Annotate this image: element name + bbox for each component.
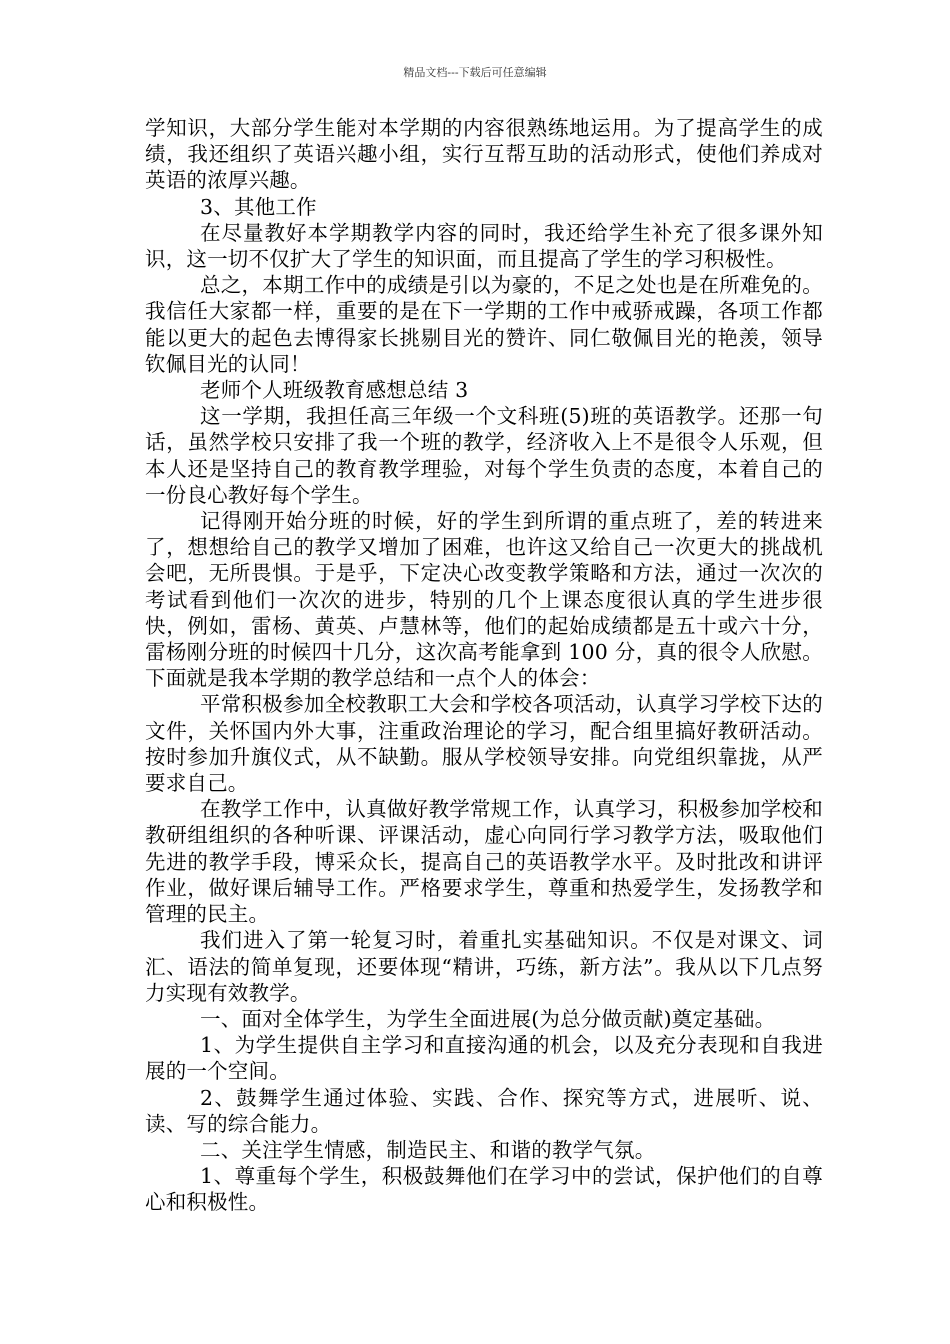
section-heading: 老师个人班级教育感想总结 3 xyxy=(200,378,469,403)
paragraph-8: 平常积极参加全校教职工大会和学校各项活动，认真学习学校下达的文件，关怀国内外大事，注重政治理论的学习，配合组里搞好教研活动。按时参加升旗仪式，从不缺勤。服从学校领导安排。向党组织靠拢，从严要求自己。 xyxy=(145,692,823,796)
paragraph-7: 记得刚开始分班的时候，好的学生到所谓的重点班了，差的转进来了，想想给自己的教学又增加了困难，也许这又给自己一次更大的挑战机会吧，无所畏惧。于是乎，下定决心改变教学策略和方法，通过一次次的考试看到他们一次次的进步，特别的几个上课态度很认真的学生进步很快，例如，雷杨、黄英、卢慧林等，他们的起始成绩都是五十或六十分，雷杨刚分班的时候四十几分，这次高考能拿到 100 分，真的很令人欣慰。下面就是我本学期的教学总结和一点个人的体会： xyxy=(145,509,823,691)
paragraph-9: 在教学工作中，认真做好教学常规工作，认真学习，积极参加学校和教研组组织的各种听课、评课活动，虚心向同行学习教学方法，吸取他们先进的教学手段，博采众长，提高自己的英语教学水平。及时批改和讲评作业，做好课后辅导工作。严格要求学生，尊重和热爱学生，发扬教学和管理的民主。 xyxy=(145,797,823,927)
paragraph-6: 这一学期，我担任高三年级一个文科班(5)班的英语教学。还那一句话，虽然学校只安排了我一个班的教学，经济收入上不是很令人乐观，但本人还是坚持自己的教育教学理验，对每个学生负责的态度，本着自己的一份良心教好每个学生。 xyxy=(145,404,823,507)
paragraph-3: 在尽量教好本学期教学内容的同时，我还给学生补充了很多课外知识，这一切不仅扩大了学生的知识面，而且提高了学生的学习积极性。 xyxy=(145,220,823,272)
page-header: 精品文档---下载后可任意编辑 xyxy=(403,66,547,79)
paragraph-11: 一、面对全体学生，为学生全面进展(为总分做贡献)奠定基础。 xyxy=(200,1006,776,1031)
paragraph-10: 我们进入了第一轮复习时，着重扎实基础知识。不仅是对课文、词汇、语法的简单复现，还要体现“精讲，巧练，新方法”。我从以下几点努力实现有效教学。 xyxy=(145,928,823,1005)
paragraph-15: 1、尊重每个学生，积极鼓舞他们在学习中的尝试，保护他们的自尊心和积极性。 xyxy=(145,1164,823,1215)
paragraph-4: 总之，本期工作中的成绩是引以为豪的，不足之处也是在所难免的。我信任大家都一样，重要的是在下一学期的工作中戒骄戒躁，各项工作都能以更大的起色去博得家长挑剔目光的赞许、同仁敬佩目光的艳羡，领导钦佩目光的认同！ xyxy=(145,273,823,376)
paragraph-14: 二、关注学生情感，制造民主、和谐的教学气氛。 xyxy=(200,1137,656,1162)
paragraph-13: 2、鼓舞学生通过体验、实践、合作、探究等方式，进展听、说、读、写的综合能力。 xyxy=(145,1085,823,1136)
paragraph-1: 学知识，大部分学生能对本学期的内容很熟练地运用。为了提高学生的成绩，我还组织了英语兴趣小组，实行互帮互助的活动形式，使他们养成对英语的浓厚兴趣。 xyxy=(145,116,823,193)
paragraph-2: 3、其他工作 xyxy=(200,194,317,219)
document-body xyxy=(145,115,823,1216)
paragraph-12: 1、为学生提供自主学习和直接沟通的机会，以及充分表现和自我进展的一个空间。 xyxy=(145,1033,823,1084)
